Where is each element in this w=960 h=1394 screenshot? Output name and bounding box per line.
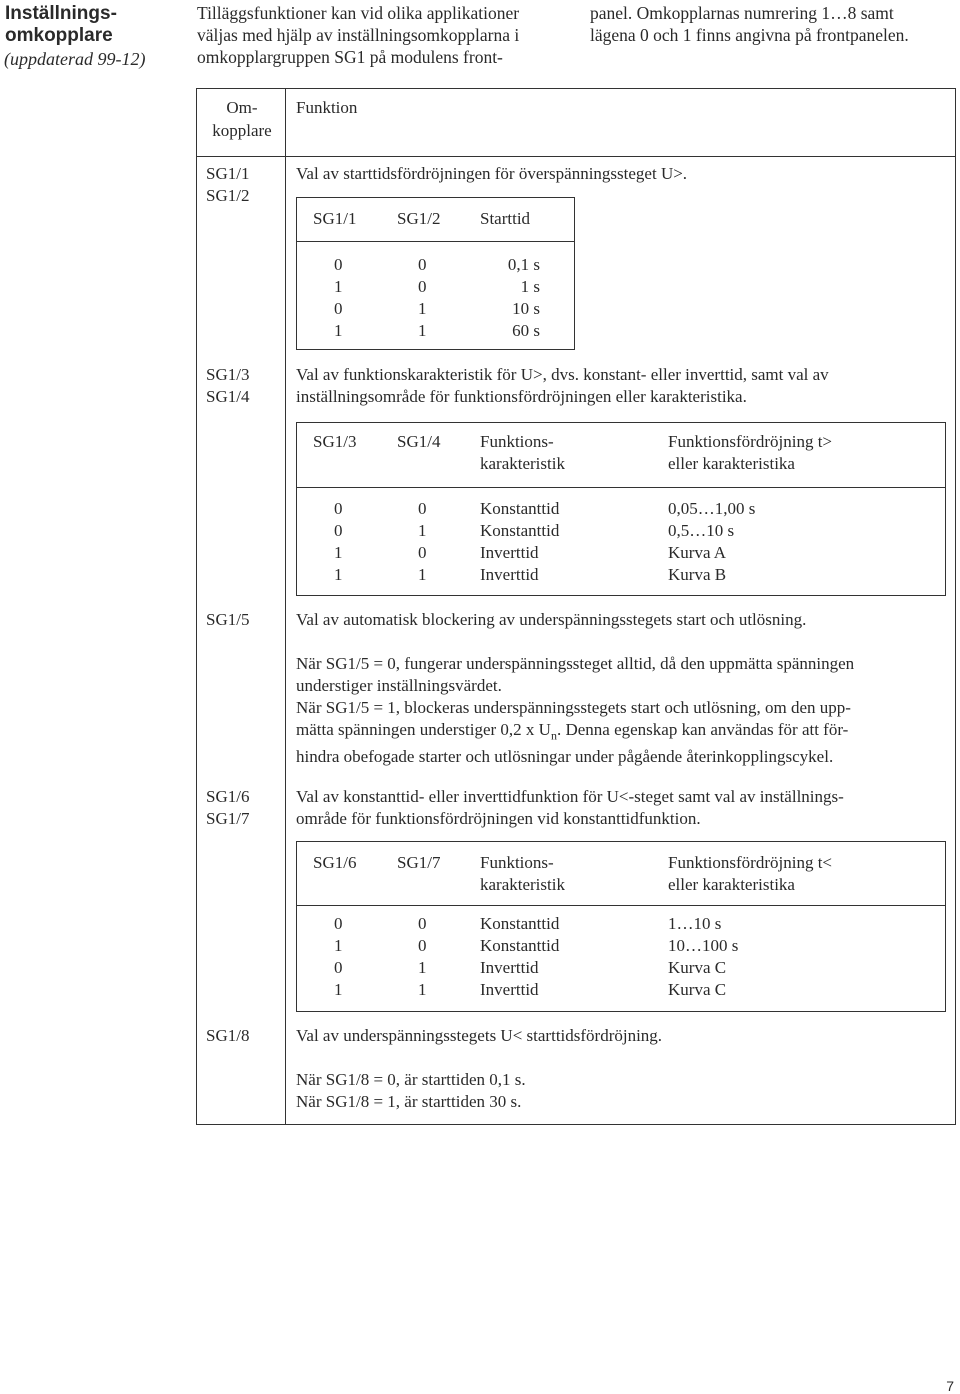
function-description: Val av starttidsfördröjningen för överspänningssteget U>. <box>296 164 688 183</box>
table-cell: 0 <box>334 914 343 933</box>
intro-line: lägena 0 och 1 finns angivna på frontpanelen. <box>590 25 909 45</box>
text-fragment: mätta spänningen understiger 0,2 x U <box>296 720 551 739</box>
characteristic-table-undervoltage <box>296 841 946 1012</box>
table-cell: Konstanttid <box>480 521 560 540</box>
table-cell: 1 <box>418 299 427 318</box>
table-cell: Konstanttid <box>480 499 560 518</box>
switch-label-group-2 <box>206 364 249 408</box>
table-cell: 0 <box>334 255 343 274</box>
header-switch-line2: kopplare <box>212 121 272 140</box>
header-switch-line1: Om- <box>226 98 258 117</box>
table-cell: 1 <box>334 277 343 296</box>
table-cell: Konstanttid <box>480 936 560 955</box>
table-cell: Inverttid <box>480 543 539 562</box>
table-cell: 1 s <box>520 277 540 296</box>
table-cell: 0 <box>334 499 343 518</box>
table-cell: Inverttid <box>480 565 539 584</box>
table-cell: 0,5…10 s <box>668 521 735 540</box>
table-header-line: eller karakteristika <box>668 875 795 894</box>
description-line: Val av konstanttid- eller inverttidfunktion för U<-steget samt val av inställnings- <box>296 787 844 806</box>
table-cell: 1 <box>334 321 343 340</box>
table-cell: Inverttid <box>480 958 539 977</box>
table-header-line: karakteristik <box>480 875 565 894</box>
table-column <box>418 913 427 1001</box>
page-number: 7 <box>946 1378 954 1394</box>
switch-label-group-4 <box>206 786 249 830</box>
description-line: Val av funktionskarakteristik för U>, dvs. konstant- eller inverttid, samt val av <box>296 365 829 384</box>
paragraph-line: När SG1/5 = 1, blockeras underspänningsstegets start och utlösning, om den upp- <box>296 698 851 717</box>
table-header: SG1/6 <box>313 853 357 872</box>
table-header-line: Funktions- <box>480 432 554 451</box>
subscript: n <box>550 728 557 743</box>
table-column <box>418 498 427 586</box>
intro-line: panel. Omkopplarnas numrering 1…8 samt <box>590 3 894 23</box>
table-cell: 0 <box>418 936 427 955</box>
paragraph-line: När SG1/5 = 0, fungerar underspänningssteget alltid, då den uppmätta spänningen <box>296 654 855 673</box>
intro-column-2 <box>590 2 909 46</box>
switch-label: SG1/6 <box>206 787 250 806</box>
switch-label: SG1/3 <box>206 365 250 384</box>
table-cell: 0 <box>418 914 427 933</box>
table-cell: 1 <box>334 543 343 562</box>
paragraph-line: hindra obefogade starter och utlösningar under pågående återinkopplingscykel. <box>296 747 834 767</box>
header-divider <box>196 156 956 157</box>
table-cell: 1 <box>418 980 427 999</box>
header-function: Funktion <box>296 98 358 117</box>
table-header <box>480 852 565 896</box>
table-header-divider <box>296 905 946 906</box>
table-column <box>478 254 540 342</box>
switch-label: SG1/8 <box>206 1026 250 1045</box>
table-cell: 1 <box>334 980 343 999</box>
section-title <box>5 3 117 47</box>
table-cell: 1 <box>418 565 427 584</box>
section-title-line1: Inställnings- <box>5 3 117 24</box>
function-description: Val av automatisk blockering av underspänningsstegets start och utlösning. <box>296 610 807 629</box>
table-header <box>668 431 832 475</box>
table-cell: 0,05…1,00 s <box>668 499 756 518</box>
table-header: SG1/1 <box>313 209 357 228</box>
table-header-line: Funktionsfördröjning t> <box>668 432 833 451</box>
table-column <box>334 913 343 1001</box>
table-column <box>668 913 738 1001</box>
table-cell: Inverttid <box>480 980 539 999</box>
table-header-divider <box>296 487 946 488</box>
switch-label: SG1/5 <box>206 610 250 629</box>
description-line: inställningsområde för funktionsfördröjningen eller karakteristika. <box>296 387 747 406</box>
paragraph-line-subscript <box>296 719 854 746</box>
function-description <box>296 786 844 830</box>
paragraph-line: När SG1/8 = 1, är starttiden 30 s. <box>296 1092 522 1111</box>
table-cell: 0 <box>418 499 427 518</box>
table-cell: Kurva A <box>668 543 727 562</box>
table-cell: 1 <box>418 521 427 540</box>
table-cell: Kurva C <box>668 980 727 999</box>
table-cell: 0 <box>334 958 343 977</box>
table-cell: 0,1 s <box>507 255 540 274</box>
table-cell: 0 <box>418 255 427 274</box>
table-header-divider <box>296 241 575 242</box>
switch-label: SG1/4 <box>206 387 250 406</box>
table-header: SG1/4 <box>397 432 441 451</box>
table-header-line: karakteristik <box>480 454 565 473</box>
table-header-line: Funktions- <box>480 853 554 872</box>
table-header: Starttid <box>480 209 531 228</box>
function-description: Val av underspänningsstegets U< starttidsfördröjning. <box>296 1026 663 1045</box>
table-cell: 10 s <box>512 299 540 318</box>
table-cell: Konstanttid <box>480 914 560 933</box>
intro-line: väljas med hjälp av inställningsomkopplarna i <box>197 25 520 45</box>
paragraph-line: När SG1/8 = 0, är starttiden 0,1 s. <box>296 1070 526 1089</box>
switch-label: SG1/2 <box>206 186 250 205</box>
switch-label: SG1/1 <box>206 164 250 183</box>
table-cell: 0 <box>418 543 427 562</box>
table-header: SG1/2 <box>397 209 441 228</box>
table-header <box>668 852 832 896</box>
table-cell: 1 <box>418 321 427 340</box>
intro-line: omkopplargruppen SG1 på modulens front- <box>197 47 503 67</box>
table-cell: 1…10 s <box>668 914 722 933</box>
section-subtitle: (uppdaterad 99-12) <box>4 49 146 69</box>
table-cell: 0 <box>334 521 343 540</box>
table-column <box>334 498 343 586</box>
function-description <box>296 364 829 408</box>
section-title-line2: omkopplare <box>5 25 113 46</box>
table-column <box>668 498 755 586</box>
function-paragraph <box>296 1069 526 1113</box>
intro-line: Tilläggsfunktioner kan vid olika applikationer <box>197 3 520 23</box>
switch-label: SG1/7 <box>206 809 250 828</box>
table-column <box>480 913 559 1001</box>
column-divider <box>285 88 286 1125</box>
table-column <box>418 254 427 342</box>
table-cell: 10…100 s <box>668 936 739 955</box>
text-fragment: . Denna egenskap kan användas för att för- <box>556 720 849 739</box>
switch-label-group-5 <box>206 1025 249 1047</box>
intro-column-1 <box>197 2 519 68</box>
table-column <box>334 254 343 342</box>
table-cell: 1 <box>418 958 427 977</box>
table-header-line: eller karakteristika <box>668 454 795 473</box>
table-column <box>480 498 559 586</box>
switch-label-group-1 <box>206 163 249 207</box>
function-paragraph <box>296 653 854 768</box>
table-cell: 1 <box>334 936 343 955</box>
paragraph-line: understiger inställningsvärdet. <box>296 676 502 695</box>
table-cell: 0 <box>418 277 427 296</box>
characteristic-table-overvoltage <box>296 422 946 596</box>
switch-label-group-3 <box>206 609 249 631</box>
table-header-line: Funktionsfördröjning t< <box>668 853 833 872</box>
table-cell: 60 s <box>512 321 540 340</box>
table-header: SG1/7 <box>397 853 441 872</box>
description-line: område för funktionsfördröjningen vid konstanttidfunktion. <box>296 809 701 828</box>
table-cell: Kurva B <box>668 565 727 584</box>
table-cell: 1 <box>334 565 343 584</box>
table-header <box>480 431 565 475</box>
table-cell: 0 <box>334 299 343 318</box>
table-cell: Kurva C <box>668 958 727 977</box>
table-header: SG1/3 <box>313 432 357 451</box>
